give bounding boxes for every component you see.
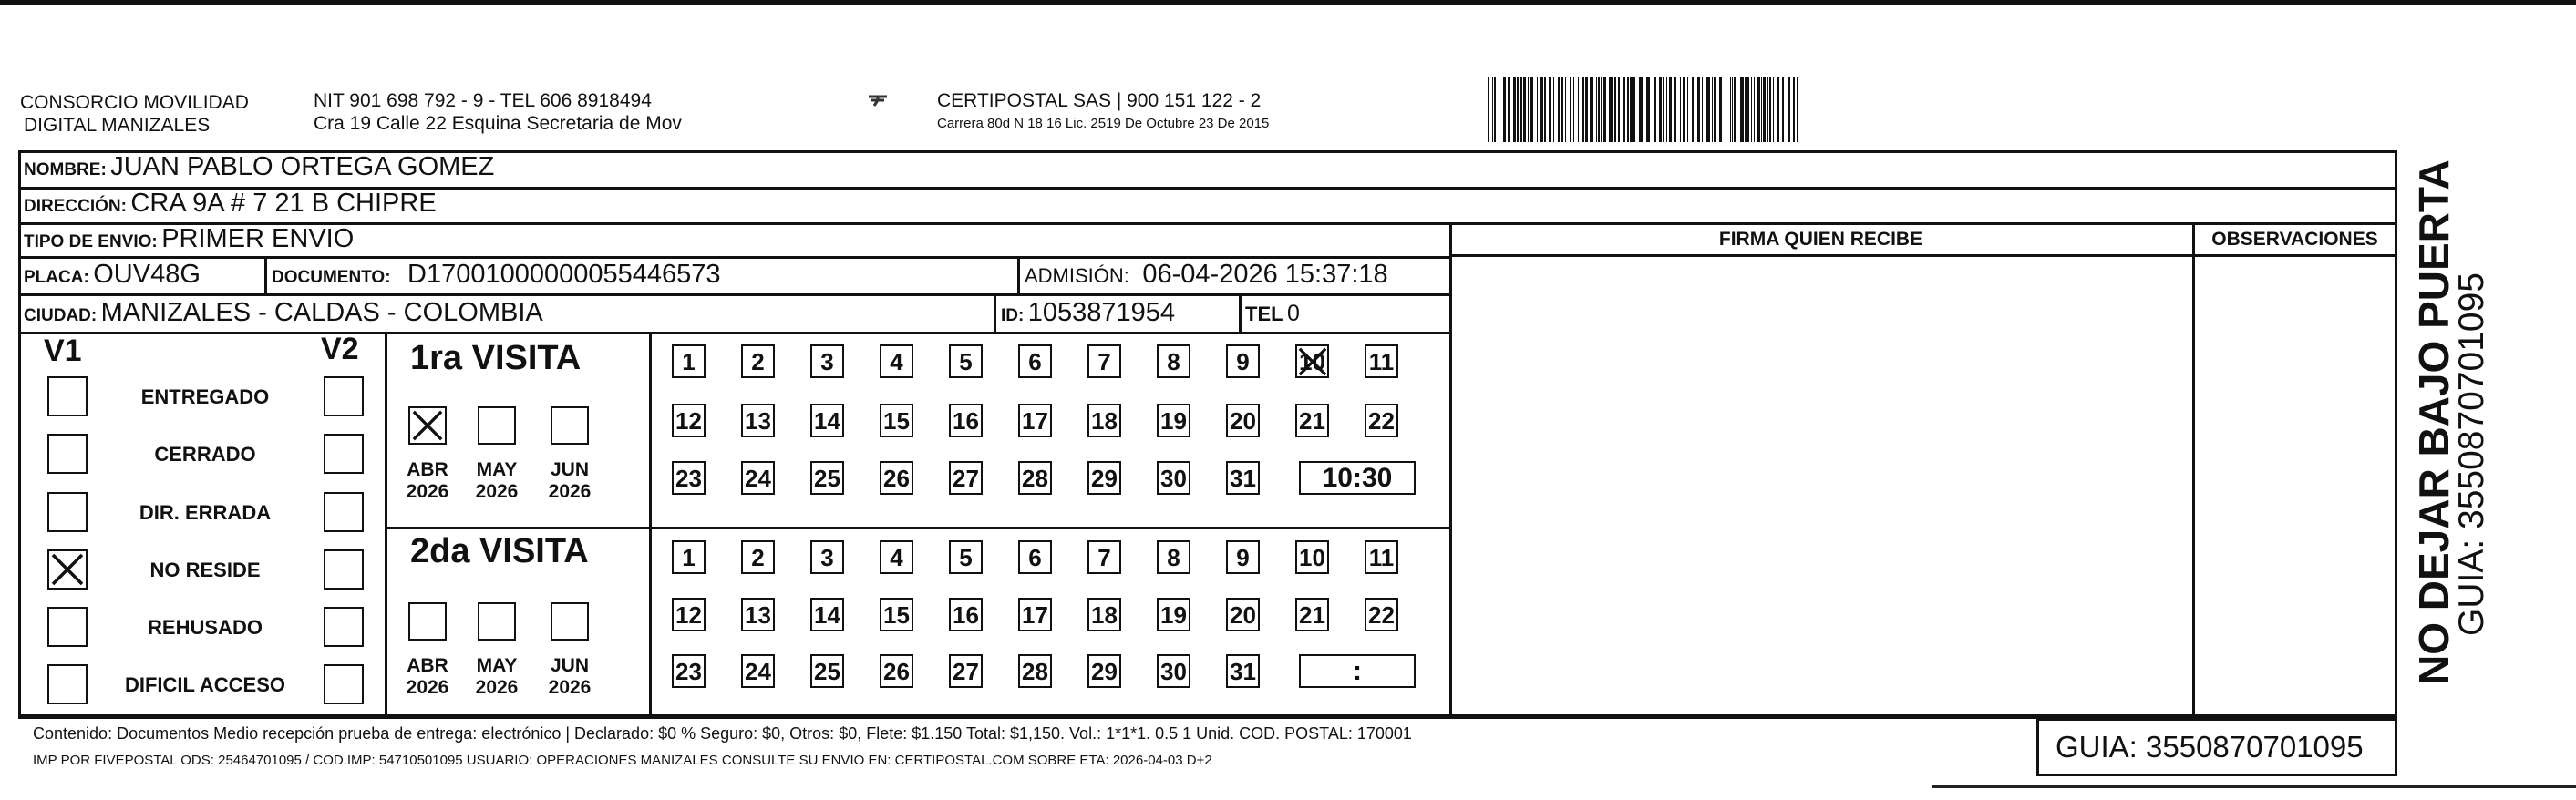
col-divider bbox=[2395, 150, 2397, 719]
v1-checkbox[interactable] bbox=[47, 607, 88, 647]
month-checkbox[interactable] bbox=[551, 406, 589, 445]
bottom-edge-line bbox=[1932, 785, 2576, 788]
day-box[interactable]: 13 bbox=[741, 598, 775, 631]
status-label: DIR. ERRADA bbox=[139, 501, 272, 524]
day-box[interactable]: 8 bbox=[1157, 344, 1190, 378]
day-box[interactable]: 19 bbox=[1157, 404, 1190, 437]
day-box[interactable]: 8 bbox=[1157, 540, 1190, 574]
day-box[interactable]: 28 bbox=[1018, 461, 1052, 495]
top-border bbox=[0, 0, 2576, 5]
company-name bbox=[20, 91, 249, 137]
day-box[interactable]: 24 bbox=[741, 654, 775, 688]
month-year: 2026 bbox=[406, 677, 449, 698]
barcode bbox=[1488, 77, 2169, 142]
month-name: MAY bbox=[476, 655, 518, 676]
status-label: REHUSADO bbox=[148, 616, 263, 639]
status-label: CERRADO bbox=[154, 443, 256, 466]
v1-checkbox[interactable] bbox=[47, 376, 88, 416]
nombre-row bbox=[24, 152, 494, 182]
status-divider bbox=[385, 332, 387, 714]
v2-checkbox[interactable] bbox=[324, 664, 364, 704]
admision-label: ADMISIÓN: bbox=[1025, 264, 1129, 287]
day-box[interactable]: 27 bbox=[949, 461, 983, 495]
courier-logo-icon bbox=[866, 91, 890, 115]
id-value: 1053871954 bbox=[1027, 298, 1176, 327]
month-checkbox[interactable] bbox=[478, 602, 516, 641]
company-line-2: DIGITAL MANIZALES bbox=[24, 115, 211, 136]
ciudad-value: MANIZALES - CALDAS - COLOMBIA bbox=[100, 298, 543, 327]
documento-value: D17001000000055446573 bbox=[407, 260, 721, 289]
v2-checkbox[interactable] bbox=[324, 607, 364, 647]
day-box[interactable]: 30 bbox=[1157, 461, 1190, 495]
month-label bbox=[540, 655, 600, 699]
v1-checkbox[interactable] bbox=[47, 664, 88, 704]
day-box[interactable]: 6 bbox=[1018, 344, 1052, 378]
day-box[interactable]: 29 bbox=[1087, 654, 1121, 688]
month-year: 2026 bbox=[548, 481, 592, 502]
month-year: 2026 bbox=[475, 481, 519, 502]
month-name: ABR bbox=[407, 655, 448, 676]
v2-checkbox[interactable] bbox=[324, 492, 364, 532]
documento-label: DOCUMENTO: bbox=[272, 268, 391, 287]
v2-checkbox[interactable] bbox=[324, 434, 364, 474]
row-rule bbox=[18, 293, 1449, 296]
day-box[interactable]: 7 bbox=[1087, 344, 1121, 378]
day-box[interactable]: 25 bbox=[810, 654, 844, 688]
barcode-bar bbox=[1798, 77, 1801, 142]
documento-field bbox=[272, 260, 721, 290]
day-box[interactable]: 3 bbox=[810, 540, 844, 574]
time-box[interactable]: : bbox=[1299, 654, 1416, 688]
day-box[interactable]: 28 bbox=[1018, 654, 1052, 688]
day-box[interactable]: 4 bbox=[880, 344, 913, 378]
placa-value: OUV48G bbox=[93, 260, 201, 289]
v2-heading: V2 bbox=[321, 332, 359, 366]
direccion-value: CRA 9A # 7 21 B CHIPRE bbox=[130, 189, 437, 218]
time-box[interactable]: 10:30 bbox=[1299, 461, 1416, 495]
day-box[interactable]: 26 bbox=[880, 654, 913, 688]
day-box[interactable]: 11 bbox=[1365, 540, 1398, 574]
day-box[interactable]: 24 bbox=[741, 461, 775, 495]
day-box[interactable]: 21 bbox=[1295, 404, 1329, 437]
day-box[interactable]: 1 bbox=[672, 540, 706, 574]
company-line-1: CONSORCIO MOVILIDAD bbox=[20, 92, 249, 113]
month-label bbox=[467, 655, 527, 699]
day-box[interactable]: 16 bbox=[949, 598, 983, 631]
month-year: 2026 bbox=[475, 677, 519, 698]
day-box[interactable]: 13 bbox=[741, 404, 775, 437]
placa-field bbox=[24, 260, 201, 290]
month-name: MAY bbox=[476, 459, 518, 480]
day-box[interactable]: 6 bbox=[1018, 540, 1052, 574]
day-box[interactable]: 4 bbox=[880, 540, 913, 574]
ciudad-label: CIUDAD: bbox=[24, 306, 98, 325]
field-divider bbox=[994, 293, 996, 332]
courier-info bbox=[937, 89, 1269, 135]
day-box[interactable]: 16 bbox=[949, 404, 983, 437]
row-rule bbox=[1449, 254, 2397, 257]
side-guia: GUIA: 3550870701095 bbox=[2452, 272, 2491, 636]
day-box[interactable]: 17 bbox=[1018, 598, 1052, 631]
firma-header: FIRMA QUIEN RECIBE bbox=[1718, 229, 1923, 250]
footer-content-line: Contenido: Documentos Medio recepción prueba de entrega: electrónico | Declarado: $0 % Seguro: $0, Otros: $0, Flete: $1.150 Total: $1,150. Vol.: 1*1*1. 0.5 1 Unid. COD. POSTAL: 170001 bbox=[33, 724, 1412, 743]
day-box[interactable]: 21 bbox=[1295, 598, 1329, 631]
row-rule bbox=[18, 332, 1449, 334]
month-checkbox[interactable] bbox=[408, 406, 447, 445]
month-label bbox=[397, 655, 458, 699]
day-box[interactable]: 23 bbox=[672, 461, 706, 495]
nombre-label: NOMBRE: bbox=[24, 160, 107, 179]
tel-label: TEL bbox=[1245, 303, 1283, 325]
address-line: Cra 19 Calle 22 Esquina Secretaria de Mov bbox=[314, 113, 682, 134]
placa-label: PLACA: bbox=[24, 268, 89, 287]
visit-months-divider bbox=[649, 332, 652, 714]
day-box[interactable]: 2 bbox=[741, 344, 775, 378]
side-warning: NO DEJAR BAJO PUERTA bbox=[2410, 159, 2458, 685]
day-box[interactable]: 22 bbox=[1365, 598, 1398, 631]
visit2-title: 2da VISITA bbox=[410, 532, 589, 570]
v1-checkbox[interactable] bbox=[47, 434, 88, 474]
direccion-row bbox=[24, 189, 437, 219]
day-box[interactable]: 31 bbox=[1226, 461, 1260, 495]
month-label bbox=[397, 459, 458, 503]
footer-imp-line: IMP POR FIVEPOSTAL ODS: 25464701095 / COD.IMP: 54710501095 USUARIO: OPERACIONES MANIZALES CONSULTE SU ENVIO EN: CERTIPOSTAL.COM SOBRE ETA: 2026-04-03 D+2 bbox=[33, 753, 1212, 768]
courier-line-2: Carrera 80d N 18 16 Lic. 2519 De Octubre 23 De 2015 bbox=[937, 116, 1270, 131]
col-divider bbox=[2192, 222, 2195, 719]
day-box[interactable]: 26 bbox=[880, 461, 913, 495]
nit-line: NIT 901 698 792 - 9 - TEL 606 8918494 bbox=[314, 90, 652, 111]
ciudad-field bbox=[24, 298, 543, 328]
day-box[interactable]: 19 bbox=[1157, 598, 1190, 631]
footer-rule bbox=[18, 714, 2397, 717]
footer-guia: GUIA: 3550870701095 bbox=[2056, 730, 2364, 764]
day-box[interactable]: 20 bbox=[1226, 404, 1260, 437]
day-box[interactable]: 18 bbox=[1087, 598, 1121, 631]
v1-checkbox[interactable] bbox=[47, 549, 88, 590]
month-label bbox=[467, 459, 527, 503]
status-label: ENTREGADO bbox=[140, 385, 270, 408]
company-contact bbox=[314, 89, 682, 135]
day-box[interactable]: 10 bbox=[1295, 344, 1329, 378]
day-box[interactable]: 5 bbox=[949, 344, 983, 378]
visit1-title: 1ra VISITA bbox=[410, 339, 582, 377]
day-box[interactable]: 30 bbox=[1157, 654, 1190, 688]
day-box[interactable]: 5 bbox=[949, 540, 983, 574]
day-box[interactable]: 20 bbox=[1226, 598, 1260, 631]
tel-value: 0 bbox=[1287, 301, 1300, 326]
tipo-label: TIPO DE ENVIO: bbox=[24, 232, 158, 251]
day-box[interactable]: 7 bbox=[1087, 540, 1121, 574]
field-divider bbox=[1017, 256, 1020, 295]
v1-checkbox[interactable] bbox=[47, 492, 88, 532]
day-box[interactable]: 17 bbox=[1018, 404, 1052, 437]
tipo-row bbox=[24, 224, 354, 254]
status-label: DIFICIL ACCESO bbox=[124, 673, 285, 696]
month-checkbox[interactable] bbox=[478, 406, 516, 445]
day-box[interactable]: 1 bbox=[672, 344, 706, 378]
id-field bbox=[1001, 298, 1175, 328]
month-label bbox=[540, 459, 600, 503]
month-name: JUN bbox=[550, 459, 589, 480]
direccion-label: DIRECCIÓN: bbox=[24, 197, 127, 216]
courier-line-1: CERTIPOSTAL SAS | 900 151 122 - 2 bbox=[937, 90, 1262, 111]
row-rule bbox=[18, 222, 2397, 225]
day-box[interactable]: 3 bbox=[810, 344, 844, 378]
id-label: ID: bbox=[1001, 306, 1025, 325]
day-box[interactable]: 31 bbox=[1226, 654, 1260, 688]
day-box[interactable]: 12 bbox=[672, 404, 706, 437]
day-box[interactable]: 18 bbox=[1087, 404, 1121, 437]
col-divider bbox=[1449, 222, 1452, 719]
day-box[interactable]: 22 bbox=[1365, 404, 1398, 437]
tipo-value: PRIMER ENVIO bbox=[161, 224, 355, 253]
day-box[interactable]: 15 bbox=[880, 404, 913, 437]
day-box[interactable]: 29 bbox=[1087, 461, 1121, 495]
day-box[interactable]: 2 bbox=[741, 540, 775, 574]
day-box[interactable]: 12 bbox=[672, 598, 706, 631]
month-checkbox[interactable] bbox=[551, 602, 589, 641]
admision-field bbox=[1025, 260, 1388, 290]
day-box[interactable]: 23 bbox=[672, 654, 706, 688]
day-box[interactable]: 11 bbox=[1365, 344, 1398, 378]
tel-field bbox=[1245, 301, 1300, 327]
day-box[interactable]: 9 bbox=[1226, 344, 1260, 378]
day-box[interactable]: 27 bbox=[949, 654, 983, 688]
day-box[interactable]: 9 bbox=[1226, 540, 1260, 574]
day-box[interactable]: 14 bbox=[810, 404, 844, 437]
v1-heading: V1 bbox=[44, 333, 82, 368]
field-divider bbox=[1239, 293, 1242, 332]
field-divider bbox=[264, 256, 267, 295]
day-box[interactable]: 14 bbox=[810, 598, 844, 631]
month-name: ABR bbox=[407, 459, 448, 480]
visit-divider bbox=[385, 527, 1449, 529]
observaciones-header: OBSERVACIONES bbox=[2211, 229, 2378, 250]
month-name: JUN bbox=[550, 655, 589, 676]
day-box[interactable]: 10 bbox=[1295, 540, 1329, 574]
month-year: 2026 bbox=[548, 677, 592, 698]
month-checkbox[interactable] bbox=[408, 602, 447, 641]
status-label: NO RESIDE bbox=[149, 559, 261, 581]
v2-checkbox[interactable] bbox=[324, 376, 364, 416]
month-year: 2026 bbox=[406, 481, 449, 502]
nombre-value: JUAN PABLO ORTEGA GOMEZ bbox=[110, 152, 495, 181]
admision-value: 06-04-2026 15:37:18 bbox=[1142, 260, 1388, 289]
day-box[interactable]: 15 bbox=[880, 598, 913, 631]
day-box[interactable]: 25 bbox=[810, 461, 844, 495]
row-rule bbox=[18, 256, 1449, 259]
v2-checkbox[interactable] bbox=[324, 549, 364, 590]
